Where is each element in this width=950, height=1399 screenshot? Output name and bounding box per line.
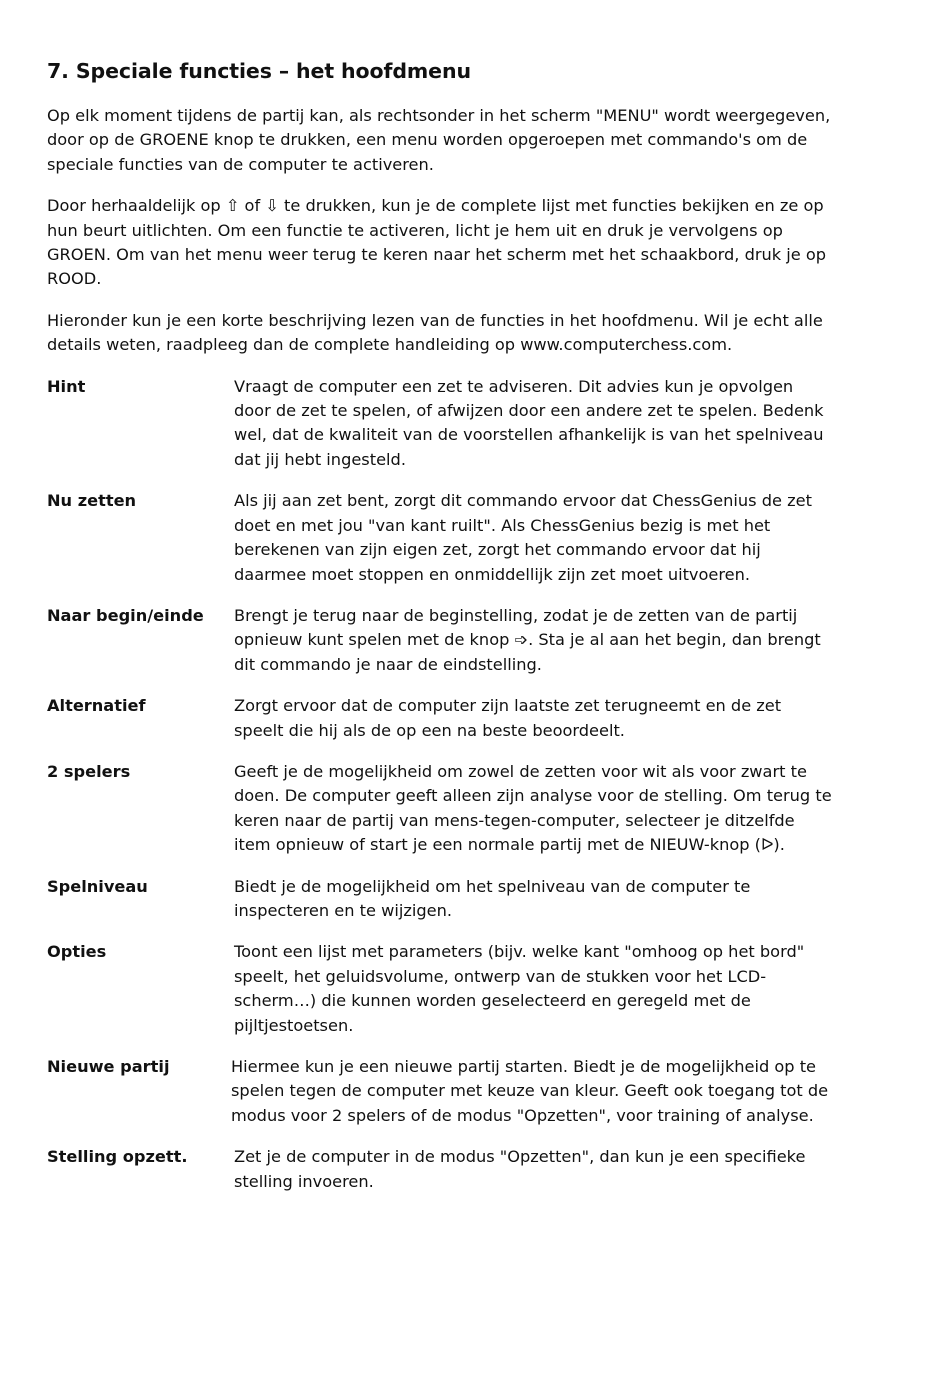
menu-item-description: Biedt je de mogelijkheid om het spelniveau van de computer te inspecteren en te wijzigen. — [234, 876, 751, 920]
menu-item-description: Zorgt ervoor dat de computer zijn laatste zet terugneemt en de zet speelt die hij als de op een na beste beoordeelt. — [234, 696, 782, 740]
document-page — [47, 56, 837, 1211]
menu-item-description: Als jij aan zet bent, zorgt dit commando ervoor dat ChessGenius de zet doet en met jou "van kant ruilt". Als ChessGenius bezig is met het berekenen van zijn eigen zet, zorgt het commando ervoor dat hij daarmee moet stoppen en onmiddellijk zijn zet moet uitvoeren. — [234, 491, 812, 584]
menu-item-term: 2 spelers — [47, 761, 131, 781]
menu-item-description: Toont een lijst met parameters (bijv. welke kant "omhoog op het bord" speelt, het geluidsvolume, ontwerp van de stukken voor het LCD-scherm…) die kunnen worden geselecteerd en geregeld met de pijltjestoetsen. — [234, 942, 805, 1035]
menu-item-description: Geeft je de mogelijkheid om zowel de zetten voor wit als voor zwart te doen. De computer geeft alleen zijn analyse voor de stelling. Om terug te keren naar de partij van mens-tegen-computer, selecteer je ditzelfde item opnieuw of start je een normale partij met de NIEUW-knop (ᐅ). — [234, 761, 832, 855]
menu-item-nieuwe-partij — [47, 1055, 837, 1128]
menu-item-term: Spelniveau — [47, 876, 148, 896]
menu-item-term: Naar begin/einde — [47, 605, 204, 625]
menu-item-term: Nu zetten — [47, 491, 137, 511]
menu-item-nu-zetten — [47, 489, 837, 587]
menu-item-description: Brengt je terug naar de beginstelling, zodat je de zetten van de partij opnieuw kunt spelen met de knop ➩. Sta je al aan het begin, dan brengt dit commando je naar de eindstelling. — [234, 605, 821, 674]
menu-item-opties — [47, 940, 837, 1038]
menu-item-term: Opties — [47, 942, 107, 962]
menu-function-list — [47, 375, 837, 1194]
menu-item-naar-begin-einde — [47, 604, 837, 677]
reference-paragraph: Hieronder kun je een korte beschrijving lezen van de functies in het hoofdmenu. Wil je echt alle details weten, raadpleeg dan de complete handleiding op www.computerchess.com. — [47, 310, 823, 355]
menu-item-description: Hiermee kun je een nieuwe partij starten. Biedt je de mogelijkheid op te spelen tegen de computer met keuze van kleur. Geeft ook toegang tot de modus voor 2 spelers of de modus "Opzetten", voor training of analyse. — [231, 1057, 829, 1125]
menu-item-term: Nieuwe partij — [47, 1057, 170, 1076]
menu-item-description: Vraagt de computer een zet te adviseren. Dit advies kun je opvolgen door de zet te spelen, of afwijzen door een andere zet te spelen. Bedenk wel, dat de kwaliteit van de voorstellen afhankelijk is van het spelniveau dat jij hebt ingesteld. — [234, 376, 824, 469]
menu-item-description: Zet je de computer in de modus "Opzetten", dan kun je een specifieke stelling invoeren. — [234, 1147, 806, 1191]
navigation-paragraph: Door herhaaldelijk op ⇧ of ⇩ te drukken, kun je de complete lijst met functies bekijken en ze op hun beurt uitlichten. Om een functie te activeren, licht je hem uit en druk je vervolgens op GROEN. Om van het menu weer terug te keren naar het scherm met het schaakbord, druk je op ROOD. — [47, 196, 827, 289]
menu-item-term: Alternatief — [47, 696, 146, 716]
menu-item-hint — [47, 375, 837, 473]
section-heading: 7. Speciale functies – het hoofdmenu — [47, 59, 471, 83]
menu-item-2-spelers — [47, 760, 837, 858]
menu-item-spelniveau — [47, 875, 837, 924]
menu-item-alternatief — [47, 694, 837, 743]
menu-item-term: Hint — [47, 376, 86, 396]
intro-paragraph: Op elk moment tijdens de partij kan, als rechtsonder in het scherm "MENU" wordt weergegeven, door op de GROENE knop te drukken, een menu worden opgeroepen met commando's om de speciale functies van de computer te activeren. — [47, 106, 831, 174]
menu-item-stelling-opzett — [47, 1145, 837, 1194]
menu-item-term: Stelling opzett. — [47, 1147, 188, 1167]
